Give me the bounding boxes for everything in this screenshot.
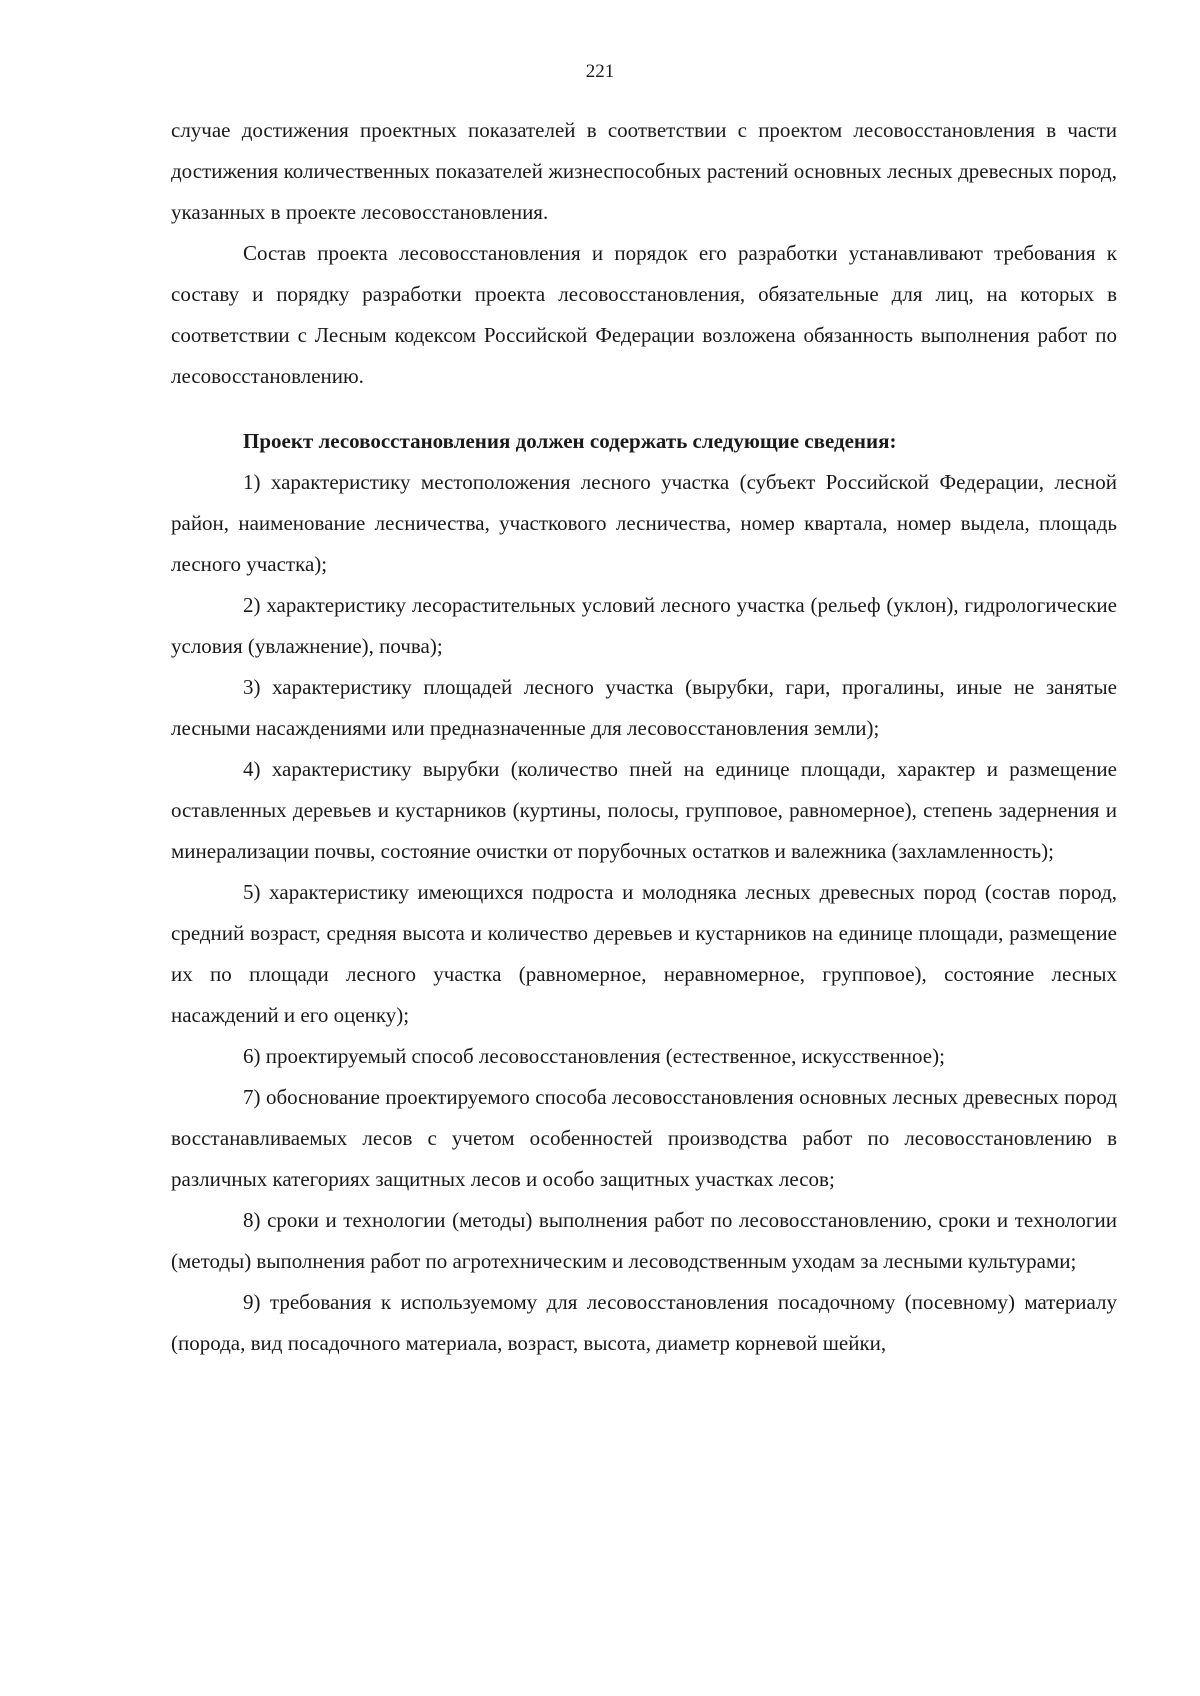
list-item-8: 8) сроки и технологии (методы) выполнения работ по лесовосстановлению, сроки и технологии (методы) выполнения работ по агротехническим и лесоводственным уходам за лесными культурами; <box>171 1208 1117 1273</box>
list-item-1: 1) характеристику местоположения лесного участка (субъект Российской Федерации, лесной район, наименование лесничества, участкового лесничества, номер квартала, номер выдела, площадь лесного участка); <box>171 470 1117 576</box>
section-heading: Проект лесовосстановления должен содержать следующие сведения: <box>243 429 897 453</box>
paragraph-continuation: случае достижения проектных показателей в соответствии с проектом лесовосстановления в части достижения количественных показателей жизнеспособных растений основных лесных древесных пород, указанных в проекте лесовосстановления. <box>171 118 1117 224</box>
page-number: 221 <box>585 61 615 82</box>
list-item-9: 9) требования к используемому для лесовосстановления посадочному (посевному) материалу (порода, вид посадочного материала, возраст, высота, диаметр корневой шейки, <box>171 1290 1117 1355</box>
list-item-2: 2) характеристику лесорастительных условий лесного участка (рельеф (уклон), гидрологические условия (увлажнение), почва); <box>171 593 1117 658</box>
list-item-6: 6) проектируемый способ лесовосстановления (естественное, искусственное); <box>243 1044 945 1068</box>
list-item-3: 3) характеристику площадей лесного участка (вырубки, гари, прогалины, иные не занятые лесными насаждениями или предназначенные для лесовосстановления земли); <box>171 675 1117 740</box>
list-item-4: 4) характеристику вырубки (количество пней на единице площади, характер и размещение оставленных деревьев и кустарников (куртины, полосы, групповое, равномерное), степень задернения и минерализации почвы, состояние очистки от порубочных остатков и валежника (захламленность); <box>171 757 1117 863</box>
list-item-7: 7) обоснование проектируемого способа лесовосстановления основных лесных древесных пород восстанавливаемых лесов с учетом особенностей производства работ по лесовосстановлению в различных категориях защитных лесов и особо защитных участках лесов; <box>171 1085 1117 1191</box>
paragraph-project-composition: Состав проекта лесовосстановления и порядок его разработки устанавливают требования к составу и порядку разработки проекта лесовосстановления, обязательные для лиц, на которых в соответствии с Лесным кодексом Российской Федерации возложена обязанность выполнения работ по лесовосстановлению. <box>171 241 1117 388</box>
list-item-5: 5) характеристику имеющихся подроста и молодняка лесных древесных пород (состав пород, средний возраст, средняя высота и количество деревьев и кустарников на единице площади, размещение их по площади лесного участка (равномерное, неравномерное, групповое), состояние лесных насаждений и его оценку); <box>171 880 1117 1027</box>
document-body <box>171 110 1117 1364</box>
